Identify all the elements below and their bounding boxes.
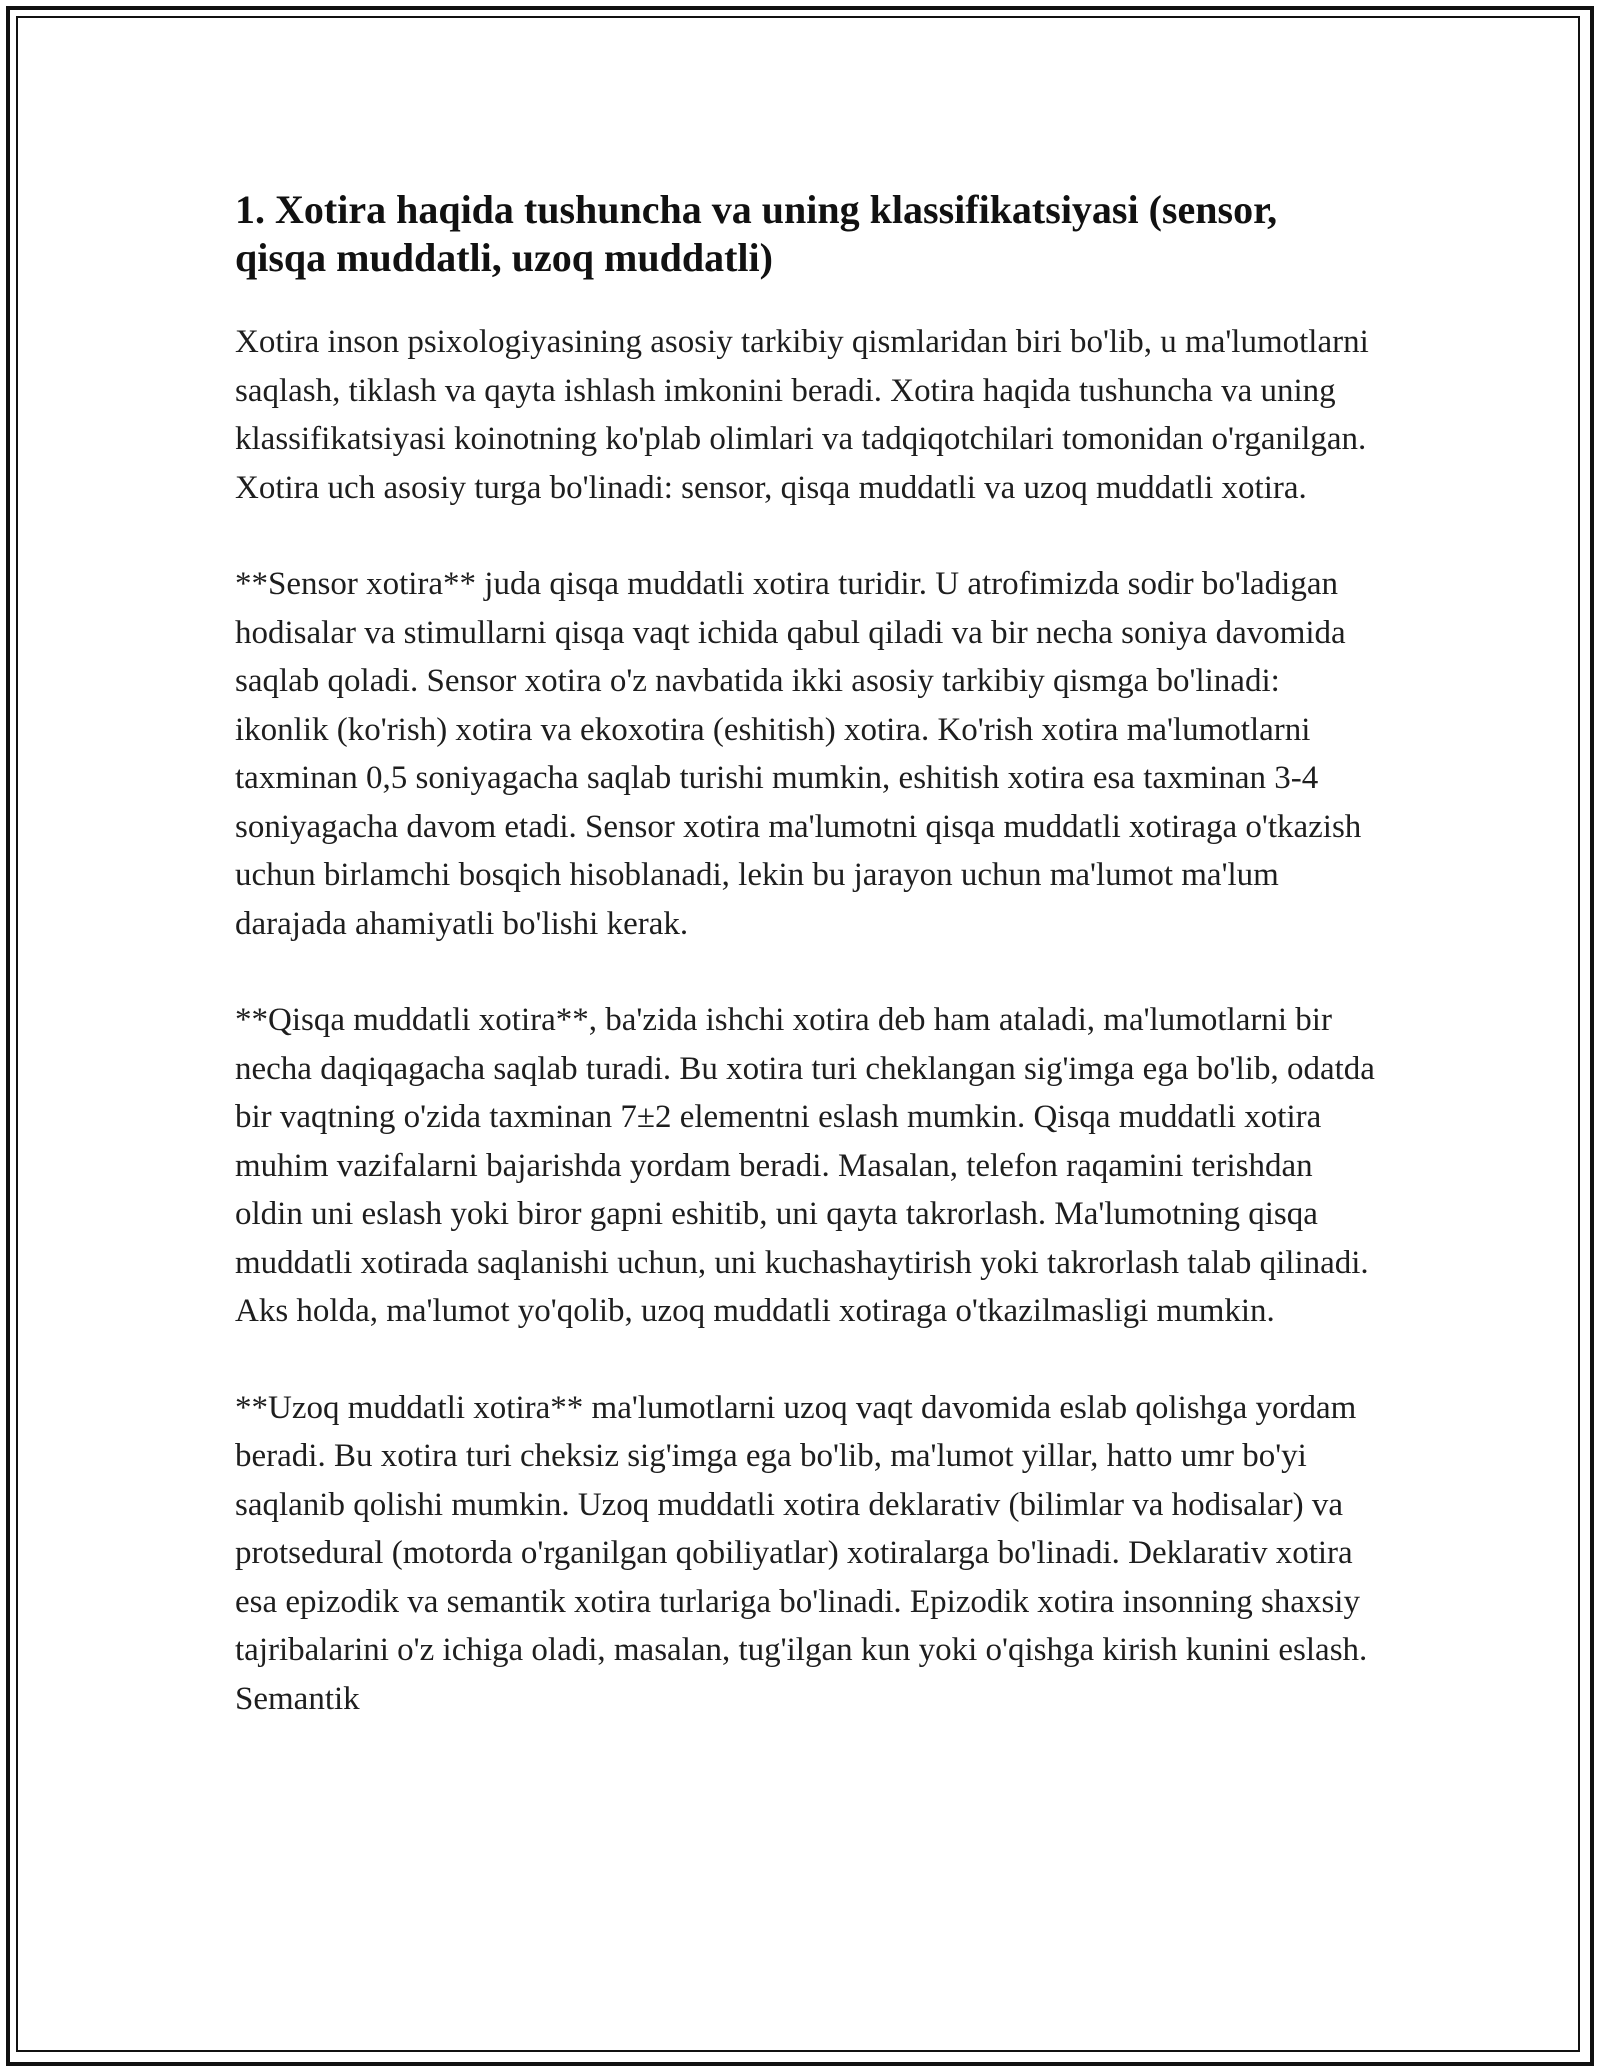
paragraph-long-term-memory: **Uzoq muddatli xotira** ma'lumotlarni uzoq vaqt davomida eslab qolishga yordam beradi. Bu xotira turi cheksiz sig'imga ega bo'lib, ma'lumot yillar, hatto umr bo'yi saqlanib qolishi mumkin. Uzoq muddatli xotira deklarativ (bilimlar va hodisalar) va protsedural (motorda o'rganilgan qobiliyatlar) xotiralarga bo'linadi. Deklarativ xotira esa epizodik va semantik xotira turlariga bo'linadi. Epizodik xotira insonning shaxsiy tajribalarini o'z ichiga oladi, masalan, tug'ilgan kun yoki o'qishga kirish kunini eslash. Semantik bbox=[235, 1389, 1368, 1717]
section-heading: 1. Xotira haqida tushuncha va uning klassifikatsiyasi (sensor, qisqa muddatli, uzoq muddatli) bbox=[235, 187, 1278, 280]
paragraph-sensor-memory: **Sensor xotira** juda qisqa muddatli xotira turidir. U atrofimizda sodir bo'ladigan hodisalar va stimullarni qisqa vaqt ichida qabul qiladi va bir necha soniya davomida saqlab qoladi. Sensor xotira o'z navbatida ikki asosiy tarkibiy qismga bo'linadi: ikonlik (ko'rish) xotira va ekoxotira (eshitish) xotira. Ko'rish xotira ma'lumotlarni taxminan 0,5 soniyagacha saqlab turishi mumkin, eshitish xotira esa taxminan 3-4 soniyagacha davom etadi. Sensor xotira ma'lumotni qisqa muddatli xotiraga o'tkazish uchun birlamchi bosqich hisoblanadi, lekin bu jarayon uchun ma'lumot ma'lum darajada ahamiyatli bo'lishi kerak. bbox=[235, 566, 1362, 942]
document-body bbox=[235, 186, 1375, 1771]
paragraph-short-term-memory: **Qisqa muddatli xotira**, ba'zida ishchi xotira deb ham ataladi, ma'lumotlarni bir necha daqiqagacha saqlab turadi. Bu xotira turi cheklangan sig'imga ega bo'lib, odatda bir vaqtning o'zida taxminan 7±2 elementni eslash mumkin. Qisqa muddatli xotira muhim vazifalarni bajarishda yordam beradi. Masalan, telefon raqamini terishdan oldin uni eslash yoki biror gapni eshitib, uni qayta takrorlash. Ma'lumotning qisqa muddatli xotirada saqlanishi uchun, uni kuchashaytirish yoki takrorlash talab qilinadi. Aks holda, ma'lumot yo'qolib, uzoq muddatli xotiraga o'tkazilmasligi mumkin. bbox=[235, 1002, 1375, 1329]
paragraph-intro: Xotira inson psixologiyasining asosiy tarkibiy qismlaridan biri bo'lib, u ma'lumotlarni saqlash, tiklash va qayta ishlash imkonini beradi. Xotira haqida tushuncha va uning klassifikatsiyasi koinotning ko'plab olimlari va tadqiqotchilari tomonidan o'rganilgan. Xotira uch asosiy turga bo'linadi: sensor, qisqa muddatli va uzoq muddatli xotira. bbox=[235, 324, 1369, 506]
